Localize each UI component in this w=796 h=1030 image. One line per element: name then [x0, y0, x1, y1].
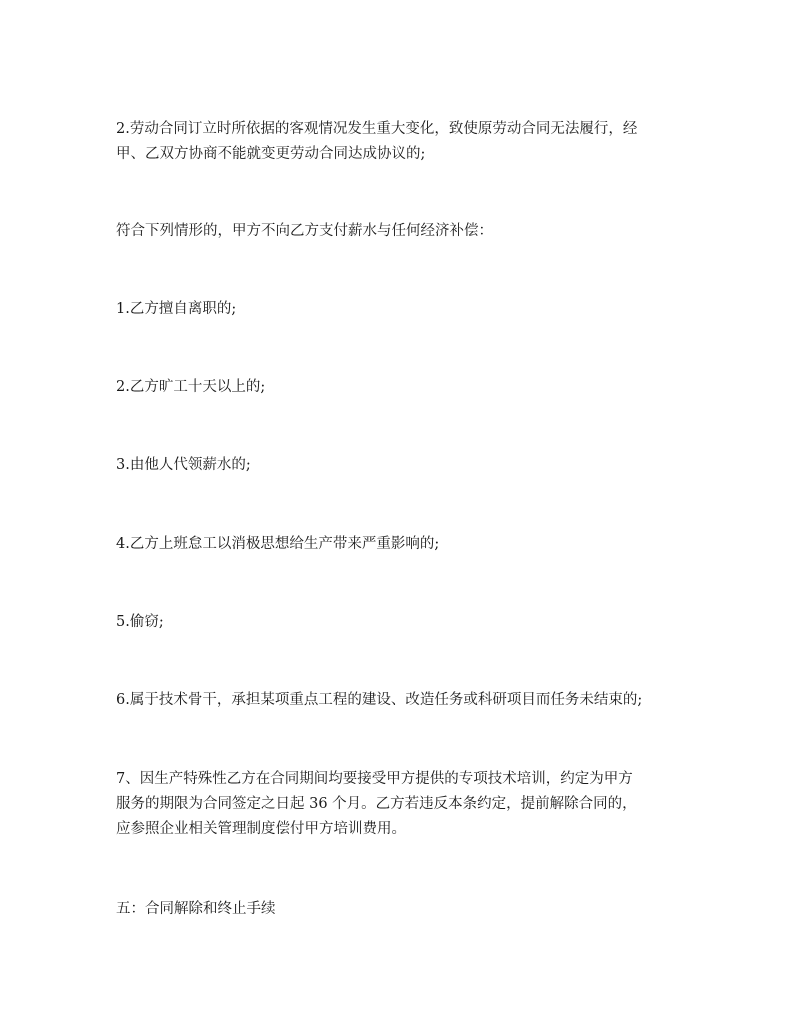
paragraph-clause-2-objective-change	[116, 117, 696, 167]
list-item-2	[116, 375, 696, 400]
text-line: 4.乙方上班怠工以消极思想给生产带来严重影响的;	[116, 536, 440, 552]
paragraph-no-compensation-intro	[116, 219, 696, 244]
text-line: 服务的期限为合同签定之日起 36 个月。乙方若违反本条约定，提前解除合同的，	[116, 796, 637, 812]
text-line: 五：合同解除和终止手续	[116, 901, 276, 917]
section-heading-termination	[116, 897, 696, 922]
text-line: 应参照企业相关管理制度偿付甲方培训费用。	[116, 821, 406, 837]
text-line: 1.乙方擅自离职的;	[116, 301, 237, 317]
list-item-4	[116, 532, 696, 557]
list-item-3	[116, 453, 696, 478]
list-item-1	[116, 297, 696, 322]
list-item-6	[116, 688, 696, 713]
text-line: 甲、乙双方协商不能就变更劳动合同达成协议的;	[116, 146, 426, 162]
text-line: 3.由他人代领薪水的;	[116, 457, 251, 473]
text-line: 7、因生产特殊性乙方在合同期间均要接受甲方提供的专项技术培训，约定为甲方	[116, 771, 633, 787]
list-item-5	[116, 610, 696, 635]
text-line: 符合下列情形的，甲方不向乙方支付薪水与任何经济补偿：	[116, 223, 493, 239]
text-line: 5.偷窃;	[116, 614, 164, 630]
text-line: 2.劳动合同订立时所依据的客观情况发生重大变化，致使原劳动合同无法履行，经	[116, 121, 638, 137]
list-item-7-training-clause	[116, 767, 696, 842]
text-line: 2.乙方旷工十天以上的;	[116, 379, 266, 395]
text-line: 6.属于技术骨干，承担某项重点工程的建设、改造任务或科研项目而任务未结束的;	[116, 692, 643, 708]
